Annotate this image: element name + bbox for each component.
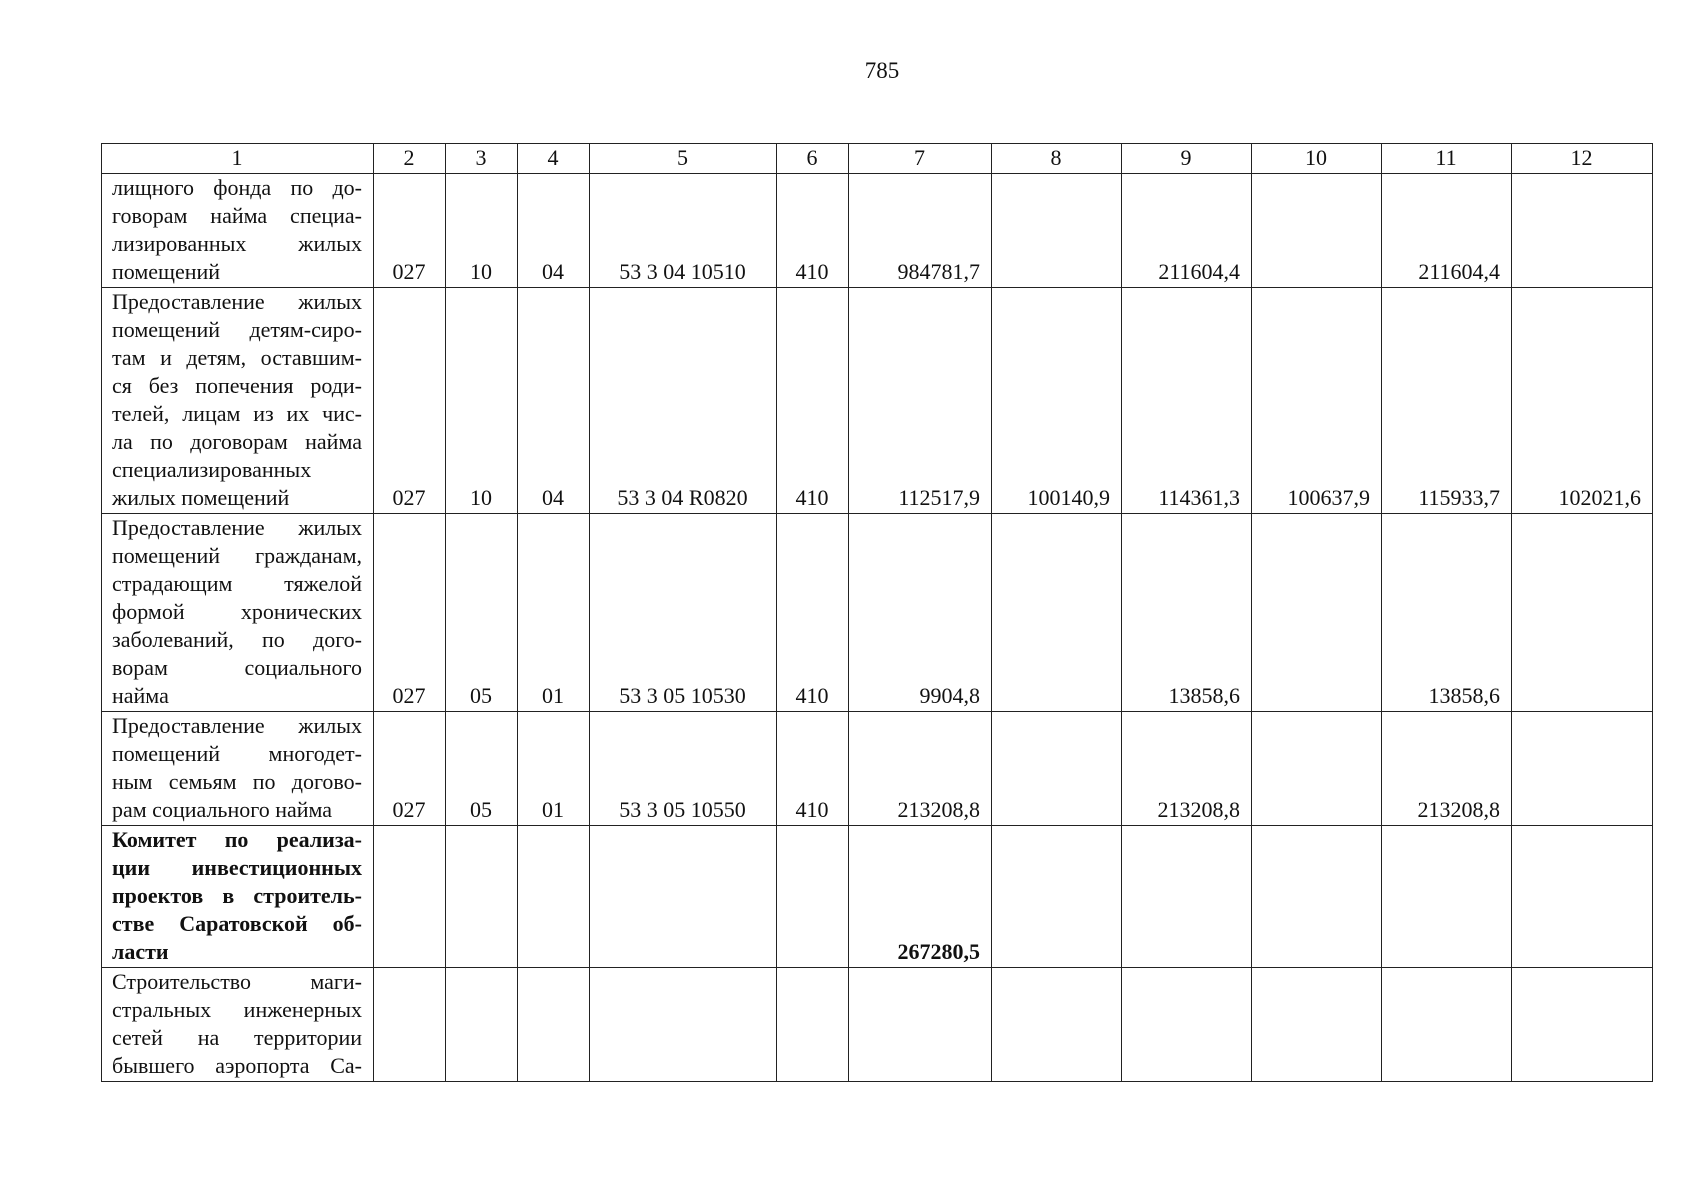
description-line: ся без попечения роди-: [112, 373, 362, 398]
description-line: страдающим тяжелой: [112, 571, 362, 596]
amount-cell: [1512, 826, 1653, 968]
description-line: найма: [112, 683, 169, 708]
amount-cell: 102021,6: [1512, 288, 1653, 514]
amount-cell: 267280,5: [849, 826, 992, 968]
description-line: стральных инженерных: [112, 997, 362, 1022]
row-description: [102, 968, 374, 1082]
column-number-header: 9: [1122, 144, 1252, 174]
amount-cell: [1122, 968, 1252, 1082]
description-line: жилых помещений: [112, 485, 290, 510]
description-line: ла по договорам найма: [112, 429, 362, 454]
column-number-header: 2: [374, 144, 446, 174]
amount-cell: [1382, 968, 1512, 1082]
target-item-cell: 53 3 04 R0820: [590, 288, 777, 514]
budget-table: [101, 143, 1653, 1082]
target-item-cell: 53 3 05 10530: [590, 514, 777, 712]
expense-type-cell: 410: [777, 514, 849, 712]
column-number-header-row: [102, 144, 1653, 174]
description-line: телей, лицам из их чис-: [112, 401, 362, 426]
description-line: ласти: [112, 939, 169, 964]
amount-cell: [1252, 514, 1382, 712]
section-code-cell: 05: [446, 514, 518, 712]
expense-type-cell: [777, 826, 849, 968]
amount-cell: 100140,9: [992, 288, 1122, 514]
target-item-cell: [590, 968, 777, 1082]
description-line: Строительство маги-: [112, 969, 362, 994]
table-row: [102, 826, 1653, 968]
amount-cell: [992, 712, 1122, 826]
amount-cell: 115933,7: [1382, 288, 1512, 514]
amount-cell: [1252, 826, 1382, 968]
amount-cell: 211604,4: [1382, 174, 1512, 288]
description-line: ции инвестиционных: [112, 855, 362, 880]
subsection-code-cell: [518, 968, 590, 1082]
amount-cell: [992, 968, 1122, 1082]
description-line: помещений: [112, 259, 221, 284]
column-number-header: 3: [446, 144, 518, 174]
description-line: помещений многодет-: [112, 741, 362, 766]
column-number-header: 5: [590, 144, 777, 174]
description-line: проектов в строитель-: [112, 883, 362, 908]
expense-type-cell: 410: [777, 712, 849, 826]
description-line: рам социального найма: [112, 797, 333, 822]
amount-cell: [992, 174, 1122, 288]
amount-cell: 114361,3: [1122, 288, 1252, 514]
amount-cell: [1382, 826, 1512, 968]
column-number-header: 4: [518, 144, 590, 174]
subsection-code-cell: 01: [518, 514, 590, 712]
column-number-header: 11: [1382, 144, 1512, 174]
amount-cell: 213208,8: [1382, 712, 1512, 826]
description-line: Предоставление жилых: [112, 515, 362, 540]
amount-cell: [1512, 968, 1653, 1082]
column-number-header: 1: [102, 144, 374, 174]
description-line: Предоставление жилых: [112, 289, 362, 314]
column-number-header: 12: [1512, 144, 1653, 174]
description-line: лищного фонда по до-: [112, 175, 362, 200]
target-item-cell: [590, 826, 777, 968]
amount-cell: 9904,8: [849, 514, 992, 712]
column-number-header: 8: [992, 144, 1122, 174]
amount-cell: [1252, 968, 1382, 1082]
ministry-code-cell: [374, 968, 446, 1082]
subsection-code-cell: 04: [518, 174, 590, 288]
column-number-header: 7: [849, 144, 992, 174]
amount-cell: 13858,6: [1382, 514, 1512, 712]
table-row: [102, 514, 1653, 712]
description-line: формой хронических: [112, 599, 362, 624]
amount-cell: 112517,9: [849, 288, 992, 514]
ministry-code-cell: 027: [374, 514, 446, 712]
section-code-cell: [446, 826, 518, 968]
ministry-code-cell: 027: [374, 174, 446, 288]
row-description: [102, 826, 374, 968]
amount-cell: [1512, 514, 1653, 712]
amount-cell: [1512, 712, 1653, 826]
table-row: [102, 712, 1653, 826]
description-line: Комитет по реализа-: [112, 827, 362, 852]
ministry-code-cell: [374, 826, 446, 968]
table-row: [102, 968, 1653, 1082]
description-line: ным семьям по догово-: [112, 769, 362, 794]
expense-type-cell: 410: [777, 174, 849, 288]
row-description: [102, 514, 374, 712]
row-description: [102, 712, 374, 826]
description-line: бывшего аэропорта Са-: [112, 1053, 362, 1078]
section-code-cell: 10: [446, 288, 518, 514]
amount-cell: 100637,9: [1252, 288, 1382, 514]
table-row: [102, 288, 1653, 514]
target-item-cell: 53 3 05 10550: [590, 712, 777, 826]
amount-cell: 213208,8: [849, 712, 992, 826]
amount-cell: 984781,7: [849, 174, 992, 288]
ministry-code-cell: 027: [374, 288, 446, 514]
section-code-cell: 05: [446, 712, 518, 826]
page-number: 785: [864, 58, 900, 83]
description-line: там и детям, оставшим-: [112, 345, 362, 370]
description-line: сетей на территории: [112, 1025, 362, 1050]
amount-cell: 211604,4: [1122, 174, 1252, 288]
amount-cell: [1252, 712, 1382, 826]
row-description: [102, 174, 374, 288]
description-line: лизированных жилых: [112, 231, 362, 256]
description-line: ворам социального: [112, 655, 362, 680]
column-number-header: 6: [777, 144, 849, 174]
target-item-cell: 53 3 04 10510: [590, 174, 777, 288]
amount-cell: [992, 514, 1122, 712]
section-code-cell: [446, 968, 518, 1082]
subsection-code-cell: 04: [518, 288, 590, 514]
description-line: Предоставление жилых: [112, 713, 362, 738]
description-line: специализированных: [112, 457, 312, 482]
subsection-code-cell: [518, 826, 590, 968]
amount-cell: [1252, 174, 1382, 288]
description-line: помещений детям-сиро-: [112, 317, 362, 342]
amount-cell: 213208,8: [1122, 712, 1252, 826]
expense-type-cell: [777, 968, 849, 1082]
expense-type-cell: 410: [777, 288, 849, 514]
description-line: помещений гражданам,: [112, 543, 362, 568]
row-description: [102, 288, 374, 514]
amount-cell: [992, 826, 1122, 968]
ministry-code-cell: 027: [374, 712, 446, 826]
column-number-header: 10: [1252, 144, 1382, 174]
description-line: заболеваний, по дого-: [112, 627, 362, 652]
amount-cell: [1122, 826, 1252, 968]
amount-cell: [1512, 174, 1653, 288]
section-code-cell: 10: [446, 174, 518, 288]
table-row: [102, 174, 1653, 288]
description-line: говорам найма специа-: [112, 203, 362, 228]
amount-cell: [849, 968, 992, 1082]
subsection-code-cell: 01: [518, 712, 590, 826]
description-line: стве Саратовской об-: [112, 911, 362, 936]
amount-cell: 13858,6: [1122, 514, 1252, 712]
